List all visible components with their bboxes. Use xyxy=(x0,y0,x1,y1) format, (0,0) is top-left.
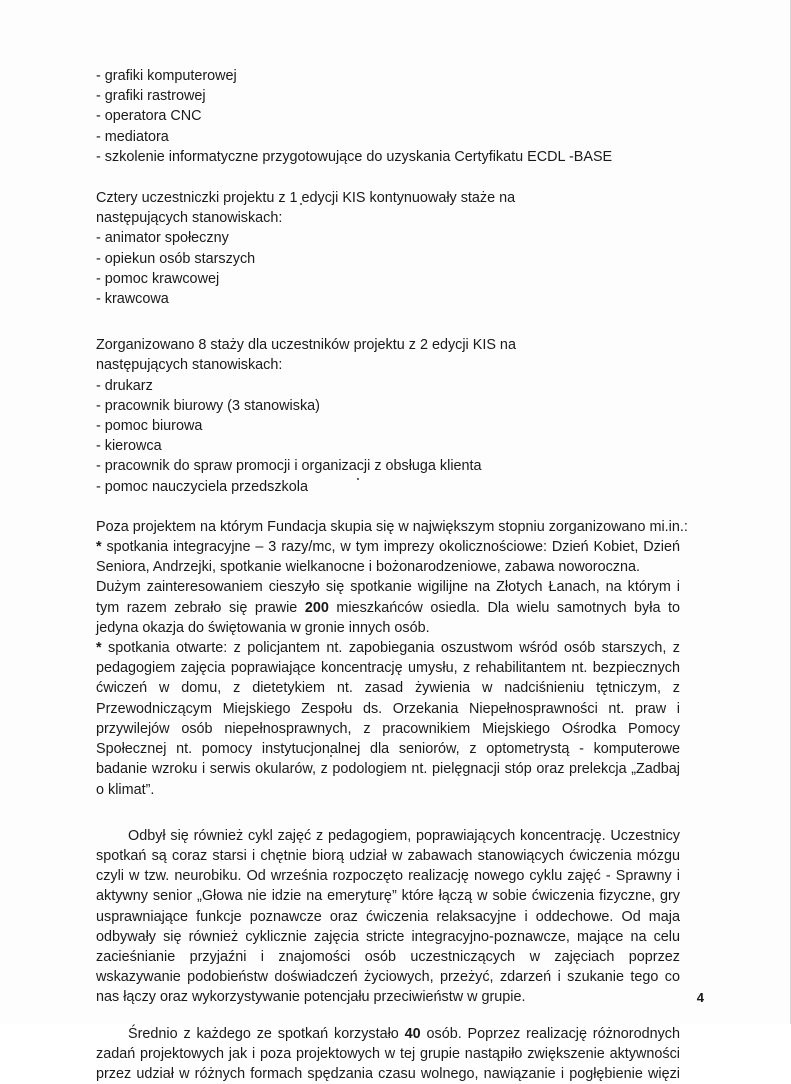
list-item: - pomoc nauczyciela przedszkola xyxy=(96,478,308,495)
list-item: - pracownik biurowy (3 stanowiska) xyxy=(96,397,320,414)
integration-meetings-text: spotkania integracyjne – 3 razy/mc, w tym imprezy okolicznościowe: Dzień Kobiet, Dzień Seniora, Andrzejki, spotkanie wielkanocne i bożonarodzeniowe, zabawa noworoczna. xyxy=(96,539,680,576)
list-item: - kierowca xyxy=(96,438,162,455)
list-item: - mediatora xyxy=(96,128,169,145)
internship-organized-paragraph: Zorganizowano 8 staży dla uczestników projektu z 2 edycji KIS na następujących stanowiskach: xyxy=(96,337,516,374)
internship-positions-list-2 xyxy=(96,376,680,497)
list-item: - animator społeczny xyxy=(96,230,229,247)
attendance-text-b: osób. Poprzez realizację różnorodnych zadań projektowych jak i poza projektowych w tej grupie nastąpiło zwiększenie aktywności przez udział w różnych formach spędzania czasu wolnego, nawiązanie i pogłębienie więzi xyxy=(96,1025,680,1082)
document-body xyxy=(96,66,688,1084)
open-meetings-text: spotkania otwarte: z policjantem nt. zapobiegania oszustwom wśród osób starszych, z pedagogiem zajęcia poprawiające koncentrację umysłu, z rehabilitantem nt. bezpiecznych ćwiczeń w domu, z dietetykiem nt. zasad żywienia w nadciśnieniu tętniczym, z Przewodniczącym Miejskiego Zespołu ds. Orzekania Niepełnosprawności nt. praw i przywilejów osób niepełnosprawnych, z pracownikiem Miejskiego Ośrodka Pomocy Społecznej nt. pomocy instytucjonalnej dla seniorów, z optometrystą - komputerowe badanie wzroku i serwis okularów, z podologiem nt. pielęgnacji stóp oraz prelekcja „Zadbaj o klimat”. xyxy=(96,640,680,798)
attendance-paragraph xyxy=(96,1024,680,1084)
list-item: - operatora CNC xyxy=(96,108,202,125)
christmas-eve-text-a: Dużym zainteresowaniem cieszyło się spotkanie wigilijne na Złotych Łanach, na którym i tym razem zebrało się prawie xyxy=(96,579,680,616)
list-item: - pomoc biurowa xyxy=(96,418,203,435)
internship-positions-list-1 xyxy=(96,228,680,309)
bullet-star: * xyxy=(96,539,102,556)
christmas-eve-paragraph xyxy=(96,577,680,638)
list-item: - pracownik do spraw promocji i organizacji z obsługa klienta xyxy=(96,458,482,475)
page-number: 4 xyxy=(696,990,704,1005)
internship-continuation-paragraph: Cztery uczestniczki projektu z 1 edycji KIS kontynuowały staże na następujących stanowiskach: xyxy=(96,190,516,227)
list-item: - szkolenie informatyczne przygotowujące do uzyskania Certyfikatu ECDL -BASE xyxy=(96,148,613,165)
activities-section xyxy=(96,517,688,800)
activities-intro: Poza projektem na którym Fundacja skupia się w największym stopniu zorganizowano mi.in.: xyxy=(96,518,688,535)
list-item: - krawcowa xyxy=(96,291,169,308)
bullet-star: * xyxy=(96,640,102,657)
list-item: - pomoc krawcowej xyxy=(96,270,220,287)
classes-paragraph: Odbył się również cykl zajęć z pedagogiem, poprawiających koncentrację. Uczestnicy spotkań są coraz starsi i chętnie biorą udział w zabawach stanowiących ćwiczenia mózgu czyli w tzw. neurobiku. Od września rozpoczęto realizację nowego cyklu zajęć - Sprawny i aktywny senior „Głowa nie idzie na emeryturę” które łączą w sobie ćwiczenia fizyczne, gry usprawniające funkcje poznawcze oraz ćwiczenia relaksacyjne i oddechowe. Od maja odbywały się również cyklicznie zajęcia stricte integracyjno-poznawcze, mające na celu zacieśnianie przyjaźni i znajomości osób uczestniczących w zajęciach poprzez wskazywanie podobieństw doświadczeń życiowych, przeżyć, zdarzeń i szukanie tego co nas łączy oraz wykorzystywanie potencjału przeciwieństw w grupie. xyxy=(96,827,680,1006)
list-item: - grafiki rastrowej xyxy=(96,88,206,105)
integration-meetings-paragraph xyxy=(96,537,680,577)
attendance-text-a: Średnio z każdego ze spotkań korzystało xyxy=(128,1025,405,1042)
course-list xyxy=(96,66,680,167)
christmas-eve-text-b: mieszkańców osiedla. Dla wielu samotnych była to jedyna okazja do świętowania w gronie innych osób. xyxy=(96,599,680,636)
residents-count: 200 xyxy=(304,599,329,616)
list-item: - opiekun osób starszych xyxy=(96,250,256,267)
list-item: - grafiki komputerowej xyxy=(96,68,237,84)
attendance-count: 40 xyxy=(404,1025,421,1042)
open-meetings-paragraph xyxy=(96,638,680,800)
list-item: - drukarz xyxy=(96,377,153,394)
